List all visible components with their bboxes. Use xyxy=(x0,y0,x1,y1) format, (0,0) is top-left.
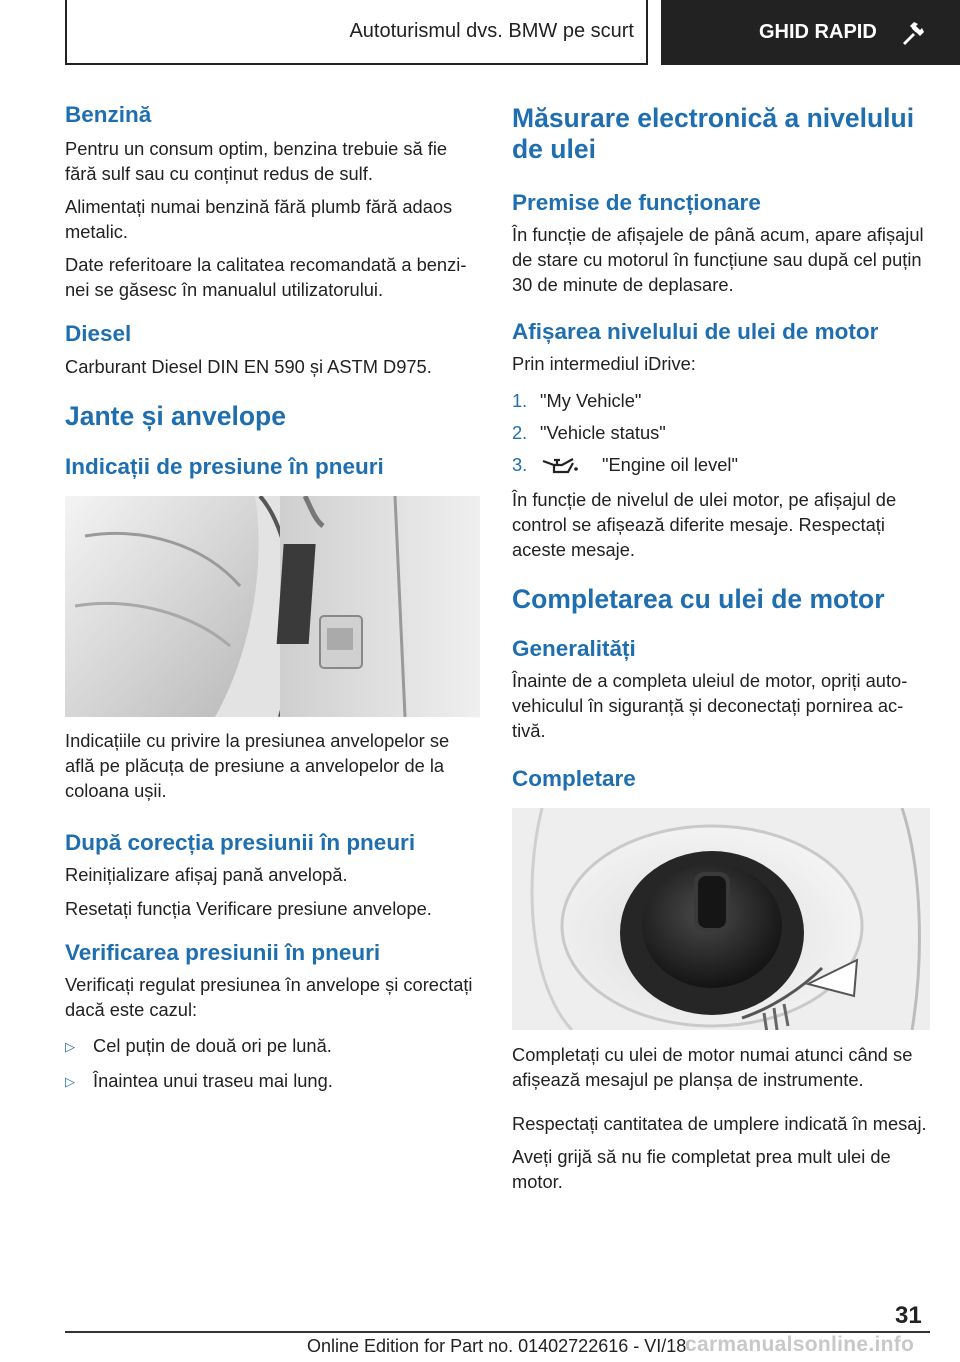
dupa-paragraph-2: Resetați funcția Verificare presiune anvelope. xyxy=(65,898,432,919)
door-pillar-tire-placard-image xyxy=(65,496,480,717)
premise-heading: Premise de funcționare xyxy=(512,190,761,215)
indicatii-caption: Indicațiile cu privire la presiunea anvelopelor se află pe plăcuța de presiune a anvelopelor de la coloana ușii. xyxy=(65,730,450,801)
afisarea-paragraph-1: Prin intermediul iDrive: xyxy=(512,353,696,374)
list-item xyxy=(65,1068,480,1094)
verificarea-heading: Verificarea presiunii în pneuri xyxy=(65,940,381,965)
jante-heading: Jante și anvelope xyxy=(65,401,286,431)
indicatii-heading: Indicații de presiune în pneuri xyxy=(65,454,384,479)
quick-guide-badge xyxy=(661,0,960,65)
benzina-heading: Benzină xyxy=(65,102,152,127)
completare-caption: Completați cu ulei de motor numai atunci când se afișează mesajul pe planșa de instrumente. xyxy=(512,1044,913,1090)
premise-paragraph: În funcție de afișajele de până acum, apare afișajul de stare cu motorul în funcțiune sau după cel puțin 30 de minute de deplasare. xyxy=(512,224,924,295)
footer-edition: Online Edition for Part no. 01402722616 - VI/18 xyxy=(307,1336,687,1356)
hammer-wrench-icon xyxy=(899,19,927,47)
diesel-paragraph: Carburant Diesel DIN EN 590 și ASTM D975. xyxy=(65,356,432,377)
dupa-paragraph-1: Reinițializare afișaj pană anvelopă. xyxy=(65,864,348,885)
step-item xyxy=(512,452,930,477)
oil-filler-cap-image xyxy=(512,808,930,1030)
triangle-bullet-icon: ▷ xyxy=(65,1039,75,1054)
benzina-paragraph-1: Pentru un consum optim, benzina trebuie să fie fără sulf sau cu conținut redus de sulf. xyxy=(65,138,448,184)
step-text: "Engine oil level" xyxy=(602,454,738,475)
right-column xyxy=(512,103,930,1194)
list-item-text: Înaintea unui traseu mai lung. xyxy=(93,1070,333,1091)
quick-guide-label: GHID RAPID xyxy=(759,21,877,43)
step-number: 2. xyxy=(512,422,528,443)
page-number: 31 xyxy=(895,1302,922,1329)
oil-can-icon xyxy=(540,452,580,477)
afisarea-heading: Afișarea nivelului de ulei de motor xyxy=(512,319,879,344)
diesel-heading: Diesel xyxy=(65,321,132,346)
benzina-paragraph-3: Date referitoare la calitatea recomandată a benzinei se găsesc în manualul utilizatorului. xyxy=(65,254,467,300)
idrive-steps-list xyxy=(512,388,930,477)
header-section-title: Autoturismul dvs. BMW pe scurt xyxy=(349,20,634,42)
left-column xyxy=(65,100,480,1094)
completare-paragraph-2: Respectați cantitatea de umplere indicată în mesaj. xyxy=(512,1113,927,1134)
step-number: 1. xyxy=(512,390,528,411)
step-item xyxy=(512,420,930,445)
completare-heading: Completare xyxy=(512,766,636,791)
benzina-paragraph-2: Alimentați numai benzină fără plumb fără adaos metalic. xyxy=(65,196,453,242)
afisarea-paragraph-2: În funcție de nivelul de ulei motor, pe afișajul de control se afișează diferite mesaje. Respectați aceste mesaje. xyxy=(512,489,897,560)
step-text: "Vehicle status" xyxy=(540,422,666,443)
masurare-heading: Măsurare electronică a nivelului de ulei xyxy=(512,103,915,164)
generalitati-paragraph: Înainte de a completa uleiul de motor, opriți autovehiculul în siguranță și deconectați pornirea activă. xyxy=(512,670,908,741)
header-section-box xyxy=(65,0,648,65)
step-number: 3. xyxy=(512,454,528,475)
list-item xyxy=(65,1033,480,1059)
footer-watermark: carmanualsonline.info xyxy=(685,1333,915,1356)
list-item-text: Cel puțin de două ori pe lună. xyxy=(93,1035,332,1056)
verificarea-list xyxy=(65,1033,480,1094)
dupa-heading: După corecția presiunii în pneuri xyxy=(65,830,416,855)
verificarea-paragraph: Verificați regulat presiunea în anvelope și corectați dacă este cazul: xyxy=(65,974,473,1020)
generalitati-heading: Generalități xyxy=(512,636,636,661)
completarea-heading: Completarea cu ulei de motor xyxy=(512,584,885,614)
completare-paragraph-3: Aveți grijă să nu fie completat prea mult ulei de motor. xyxy=(512,1146,891,1192)
step-text: "My Vehicle" xyxy=(540,390,642,411)
triangle-bullet-icon: ▷ xyxy=(65,1074,75,1089)
step-item xyxy=(512,388,930,413)
